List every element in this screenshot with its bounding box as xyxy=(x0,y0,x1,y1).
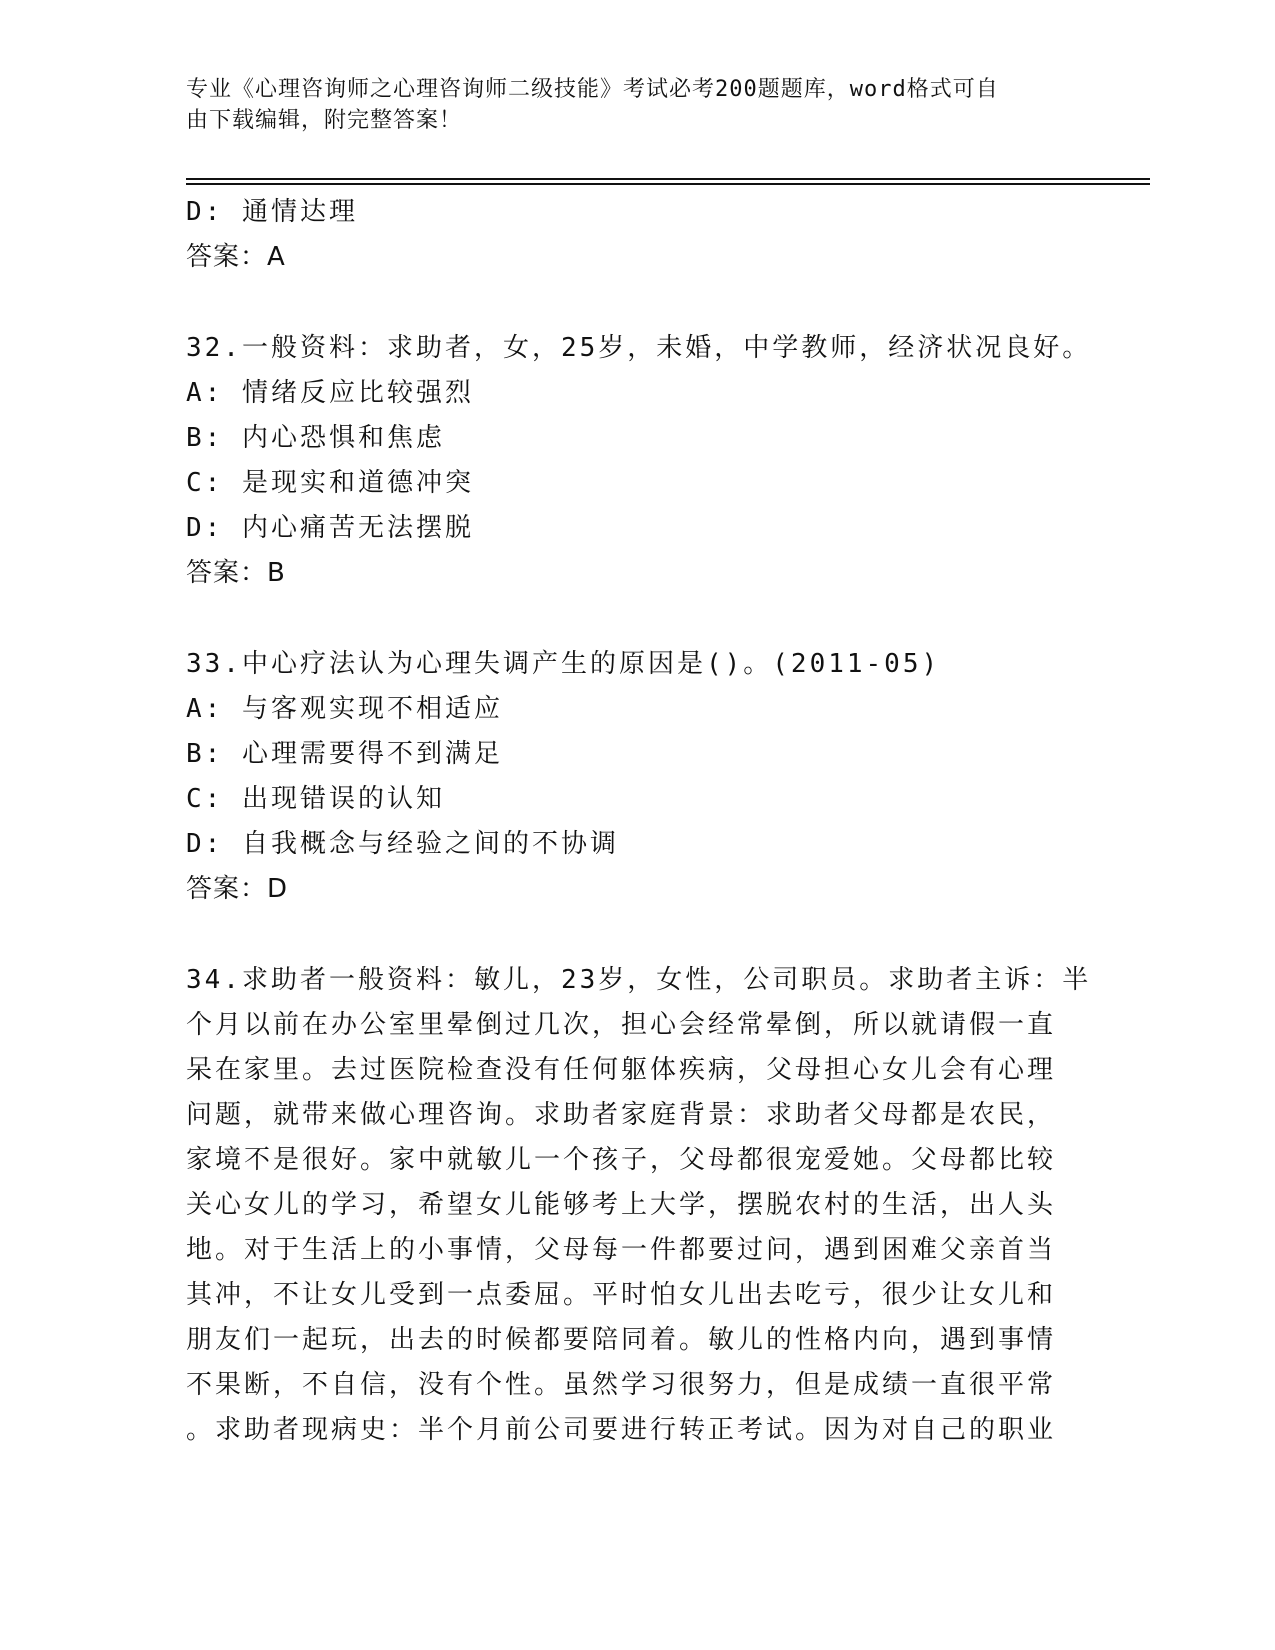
option-d: D: 自我概念与经验之间的不协调 xyxy=(186,829,619,859)
question-stem: 33.中心疗法认为心理失调产生的原因是()。(2011-05) xyxy=(186,649,941,679)
header-line-2: 由下载编辑，附完整答案！ xyxy=(186,108,463,133)
answer: 答案：D xyxy=(186,874,289,904)
question-stem: 32.一般资料：求助者，女，25岁，未婚，中学教师，经济状况良好。 xyxy=(186,333,1092,363)
question-text-line: 地。对于生活上的小事情，父母每一件都要过问，遇到困难父亲首当 xyxy=(186,1235,1057,1265)
page-header xyxy=(186,74,1066,136)
question-text-line: 问题，就带来做心理咨询。求助者家庭背景：求助者父母都是农民， xyxy=(186,1100,1057,1130)
option-b: B: 内心恐惧和焦虑 xyxy=(186,423,445,453)
question-32 xyxy=(186,326,1092,596)
question-text-line: 关心女儿的学习，希望女儿能够考上大学，摆脱农村的生活，出人头 xyxy=(186,1190,1057,1220)
answer: 答案：B xyxy=(186,558,286,588)
answer: 答案：A xyxy=(186,242,286,272)
question-text-line: 个月以前在办公室里晕倒过几次，担心会经常晕倒，所以就请假一直 xyxy=(186,1010,1057,1040)
option-a: A: 情绪反应比较强烈 xyxy=(186,378,474,408)
option-d: D: 内心痛苦无法摆脱 xyxy=(186,513,474,543)
option-c: C: 是现实和道德冲突 xyxy=(186,468,474,498)
option-d: D: 通情达理 xyxy=(186,197,358,227)
question-33 xyxy=(186,642,1086,912)
header-line-1: 专业《心理咨询师之心理咨询师二级技能》考试必考200题题库，word格式可自 xyxy=(186,77,999,102)
question-text-line: 34.求助者一般资料：敏儿，23岁，女性，公司职员。求助者主诉：半 xyxy=(186,965,1092,995)
option-c: C: 出现错误的认知 xyxy=(186,784,445,814)
question-text-line: 不果断，不自信，没有个性。虽然学习很努力，但是成绩一直很平常 xyxy=(186,1370,1057,1400)
question-31 xyxy=(186,190,1086,280)
question-text-line: 朋友们一起玩，出去的时候都要陪同着。敏儿的性格内向，遇到事情 xyxy=(186,1325,1057,1355)
question-text-line: 呆在家里。去过医院检查没有任何躯体疾病，父母担心女儿会有心理 xyxy=(186,1055,1057,1085)
question-text-line: 其冲，不让女儿受到一点委屈。平时怕女儿出去吃亏，很少让女儿和 xyxy=(186,1280,1057,1310)
header-divider-top xyxy=(186,178,1150,180)
header-divider-bottom xyxy=(186,183,1150,185)
question-text-line: 家境不是很好。家中就敏儿一个孩子，父母都很宠爱她。父母都比较 xyxy=(186,1145,1057,1175)
question-text-line: 。求助者现病史：半个月前公司要进行转正考试。因为对自己的职业 xyxy=(186,1415,1057,1445)
option-a: A: 与客观实现不相适应 xyxy=(186,694,503,724)
question-34 xyxy=(186,958,1092,1453)
option-b: B: 心理需要得不到满足 xyxy=(186,739,503,769)
question-content xyxy=(186,190,1092,1453)
